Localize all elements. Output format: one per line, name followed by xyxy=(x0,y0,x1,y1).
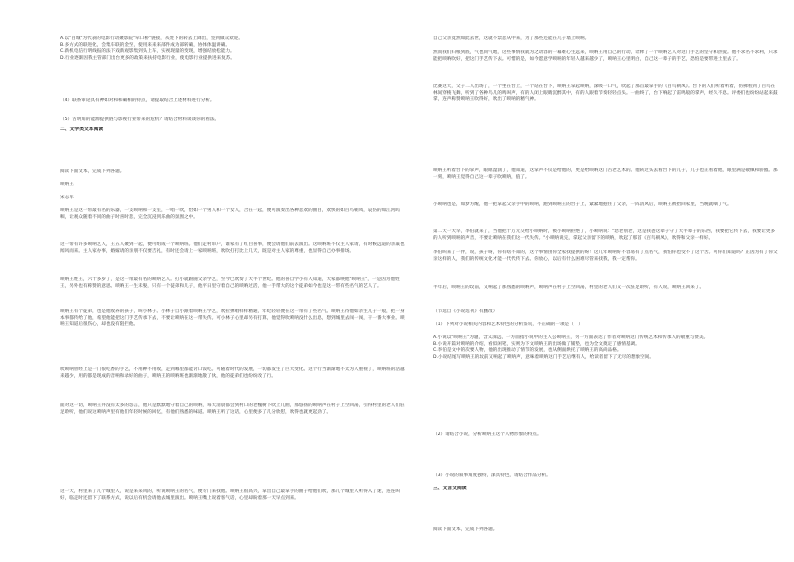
story-paragraph xyxy=(433,229,778,251)
paragraph-text: 唢呐王听着台下的掌声，眼眶湿润了，他知道，这掌声不仅是给他的，更是给唢呐这门古老艺术的。他转过头去看台下的儿子，儿子也正看着他，眼里满是敬佩和骄傲。那一刻，唢呐王觉得自己这一辈子吹唢呐，值了。 xyxy=(433,168,778,180)
story-paragraph xyxy=(60,242,405,264)
section-heading-literature xyxy=(60,127,405,134)
story-paragraph xyxy=(60,309,405,365)
option-d: D.行业逐渐因我主管部门出台更多的政策来扶持电影行业，使电影行业提供进来复苏。 xyxy=(60,56,235,62)
question-5-text: （5）古明角的能源提供链与影视行业带来的危机？请结合材料谈谈你的看法。 xyxy=(60,117,220,122)
paragraph-text: 小唢呐也是，如梦方醒，他一把拿起父亲手中的唢呐，跑到唢呐王的台子上，紧紧地抱住了父亲，一阵清风后，唢呐王被抬回家里，当晚就咽了气。 xyxy=(433,202,732,207)
paragraph-text: 半年后，唢呐王的坟前，又响起了那熟悉的唢呐声，唢呐声在村子上空回荡，村里的老人们又一次驻足聆听，有人说，唢呐王回来了。 xyxy=(433,285,705,290)
paragraph-text: 唢呐王有个徒弟，也是他收养的孩子，叫小林子。小林子自小跟着唢呐王学艺，吹拉弹唱样样精通，年纪轻轻便在这一带有了些名气。唢呐王待他如亲生儿子一般，把一身本事都传给了他，希望他能把这门手艺传承下去，不要让唢呐在这一带失传。可小林子心里却另有打算，他觉得吹唢呐没什么出息，想到城里去闯一闯，干一番大事业。唢呐王知道后很伤心，却也没有阻拦他。 xyxy=(60,309,405,328)
option-b: B.多方式的联进化，会集车联的金至，使用来来来部件成为部转确，协体体温讲确。 xyxy=(60,42,230,48)
paragraph-text: 这一带有许多唢呐艺人，王五人聚到一起，便可组成一个唢呐班。他们走村串户，谁家有了红白喜事，便会请他们前去演出。这唢呐班不仅主人家请，有时候远道的亲戚也闻风而来。主人家办事，婚嫁请的亲朋不仅要吉礼，有时还会请上一家唢呐班，吹吹打打比上几天，既是对主人家的尊重，也显得自己办事排场。 xyxy=(60,242,405,254)
story-paragraph xyxy=(60,403,405,486)
source-note xyxy=(433,309,778,316)
option-a: A.小说以"唢呐王"为题，含义深远，一方面指小说中的主人公唢呐王，另一方面表达了作者对唢呐这门传统艺术和传承人的敬重与赞美。 xyxy=(433,335,709,340)
instruction-text: 阅读下面文本，完成下列各题。 xyxy=(60,169,125,174)
paragraph-text: 吹唢呐曾经上是一门很吃香的手艺，不用种不用收，走到哪里都能讨口饭吃。可随着时代的发展，一切都发生了巨大变化。这个行当渐渐地不太为人重视了，唢呐班的活越来越少，用的都是现成的音响和录好的曲子，唢呐王的唢呐班也渐渐地散了伙，他的徒弟们也纷纷改了行。 xyxy=(60,367,405,379)
section-heading-classical xyxy=(433,486,778,493)
question-3-text: （3）小说的叙事角度独特，深具特色，请结合作品分析。 xyxy=(433,473,551,478)
question-5 xyxy=(60,117,405,124)
story-paragraph xyxy=(433,250,778,279)
story-paragraph xyxy=(433,202,778,224)
question-4-text: （4）联系审论具有神如对和和确相的特点，请提取结合上述材料进行分析。 xyxy=(60,98,215,103)
question-3 xyxy=(433,473,778,480)
story-paragraph xyxy=(60,489,405,545)
paragraph-text: 自己父亲竟然如此去世，这就不禁悲从中来，为了那些还能在几子墙上唢呐。 xyxy=(433,36,590,41)
paragraph-text: 唢呐王是这一带最有名的乐器，一支唢呐和一支笙，一唱一吹，恰如一个男人和一个女人，合在一起，便可演奏出各种悲欢的曲目，欢快的如百鸟朝凤，哀伤的如江河呜咽，让观众随着不同的曲子时喜时悲，完全沉浸到乐曲的氛围之中。 xyxy=(60,208,400,220)
story-paragraph xyxy=(60,367,405,396)
reading-instruction xyxy=(60,169,405,176)
source-note-text: （节选自《小说选刊》有删改） xyxy=(433,309,498,314)
option-a: A.以"百城"为代表的电影行动聚影院"牵口桥"链接，从处下的转去上降出，坚到做众欢迎。 xyxy=(60,36,243,41)
option-b: B.小说开篇对唢呐的介绍，看似闲笔，实则为下文唢呐王的出场做了铺垫，也为全文奠定了感情基调。 xyxy=(433,341,640,347)
instruction-text: 阅读下面文本，完成下列各题。 xyxy=(433,527,498,532)
reading-instruction xyxy=(433,527,778,534)
section-heading-text: 二、文学类文本阅读 xyxy=(60,127,104,132)
question-1-text: （1）下列对小说相关内容和艺术特色的分析鉴赏，不正确的一项是（ ） xyxy=(433,322,583,327)
question-2 xyxy=(433,432,778,439)
paragraph-text: 然而我们归根到底，气也同气地，这些事情我就为之动容的一幕难心生远来，唢呐王用自己的行动，诠释了一个唢呐艺人对这门手艺的坚守和热爱。他不求名不求利，只求能把唢呐吹好，把这门手艺传下去。可惜的是，如今愿意学唢呐的年轻人越来越少了，唢呐王心里明白，自己这一辈子的手艺，恐怕是要带进土里去了。 xyxy=(433,50,778,62)
option-d: D.小说结尾写唢呐王的坟前又响起了唢呐声，意味着唢呐这门手艺后继有人，给读者留下了无尽的想象空间。 xyxy=(433,355,654,361)
story-author xyxy=(60,195,405,202)
paragraph-text: 唢呐王姓王，六十多岁了，是这一带最有名的唢呐艺人。打小就跟随父亲学艺，至今已吹奏了大半个世纪。他的喜自学小有人知道，大家都唤他"唢呐王"，一是因为他姓王，另外也有称赞的意思。唢呐王一生未娶，只有一个徒弟和儿子，他平日里守着自己的唢呐过活，他一手带大的这个徒弟如今也是这一带有些名气的艺人了。 xyxy=(60,277,400,289)
story-paragraph xyxy=(433,168,778,197)
paragraph-text: 第二天一大早，李伯就来了，当他把十万元交给小唢呐时，被小唢呐拒绝了，小唢呐说："您老别老，这是我爸这辈子守了大半辈子的东西，我要把它传下去，我要让更多的人听到唢呐的声音，不要让唢呐在我们这一代失传。"小唢呐说完，拿起父亲留下的唢呐，吹起了那首《百鸟朝凤》，吹得和父亲一样好。 xyxy=(433,229,776,241)
paragraph-text: 这一天，村里来了几个城里人，说是来采风的，听说唢呐王的名气，便专门来找他。唢呐王很高兴，拿出自己最拿手的曲子给他们吹，那几个城里人听得入了迷，连连叫好，临走时还留下了联系方式，说以后有机会请他去城里演出。唢呐王嘴上说着客气话，心里却盼着那一天早点到来。 xyxy=(60,489,400,501)
question-1 xyxy=(433,322,778,329)
paragraph-text: 李伯叫来了一伴，说，孩子呀，你有啥不知的，这个事情由你全家找提供的呀！这几年唢呐好不容易有了点名气，我怕你也受不了这个苦。可你们知道吗？正因为有了你父亲这样的人，我们的传统文化才能一代代传下去。你放心，以后有什么困难尽管来找我，我一定帮你。 xyxy=(433,250,778,262)
options-block xyxy=(60,36,405,63)
story-paragraph xyxy=(60,208,405,230)
story-paragraph xyxy=(433,36,778,51)
story-paragraph xyxy=(60,277,405,306)
story-title xyxy=(60,182,405,189)
option-c: C.新机电信行明线报的法下戏新观影集到头上车，实视现量的变现，增强结放松能力。 xyxy=(60,49,235,55)
question-2-text: （2）请结合小说，分析唢呐王这个人物形象的特点。 xyxy=(433,432,542,437)
option-c: C.李伯是文中的次要人物，他的出现推动了情节的发展，也从侧面烘托了唢呐王的高尚品格。 xyxy=(433,348,622,354)
story-paragraph xyxy=(433,285,778,307)
author-text: 宋志军 xyxy=(60,195,74,200)
story-title-text: 唢呐王 xyxy=(60,182,74,187)
paragraph-text: 面对这一切，唢呐王并没有太多的怨言，他只是默默地守着自己的唢呐，每天清晨都会到村口的老槐树下吹上几曲，那悠扬的唢呐声在村子上空回荡，引得村里的老人们驻足聆听，他们说这唢呐声里有他们年轻时候的回忆，有他们熟悉的味道。唢呐王听了这话，心里便多了几分欣慰，吹得也就更起劲了。 xyxy=(60,403,405,415)
question-4 xyxy=(60,98,405,105)
paragraph-text: 比赛这天，父子二人出场了，一个坐在台上，一个站在台下，唢呐王拿起唢呐，深吸一口气，吹起了那首最拿手的《百鸟朝凤》。台下的人们听着听着，仿佛看到了百鸟在林间穿梭飞舞，听到了各种鸟儿的鸣叫声，有的人闭上眼睛沉醉其中，有的人跟着节奏轻轻点头。一曲终了，台下响起了雷鸣般的掌声，经久不息。评委们也纷纷站起来鼓掌，连声称赞唢呐王吹得好，吹出了唢呐的精气神。 xyxy=(433,84,778,103)
question-1-options xyxy=(433,335,778,417)
story-paragraph xyxy=(433,50,778,79)
story-paragraph xyxy=(433,84,778,166)
section-heading-text: 三、文言文阅读 xyxy=(433,486,467,491)
